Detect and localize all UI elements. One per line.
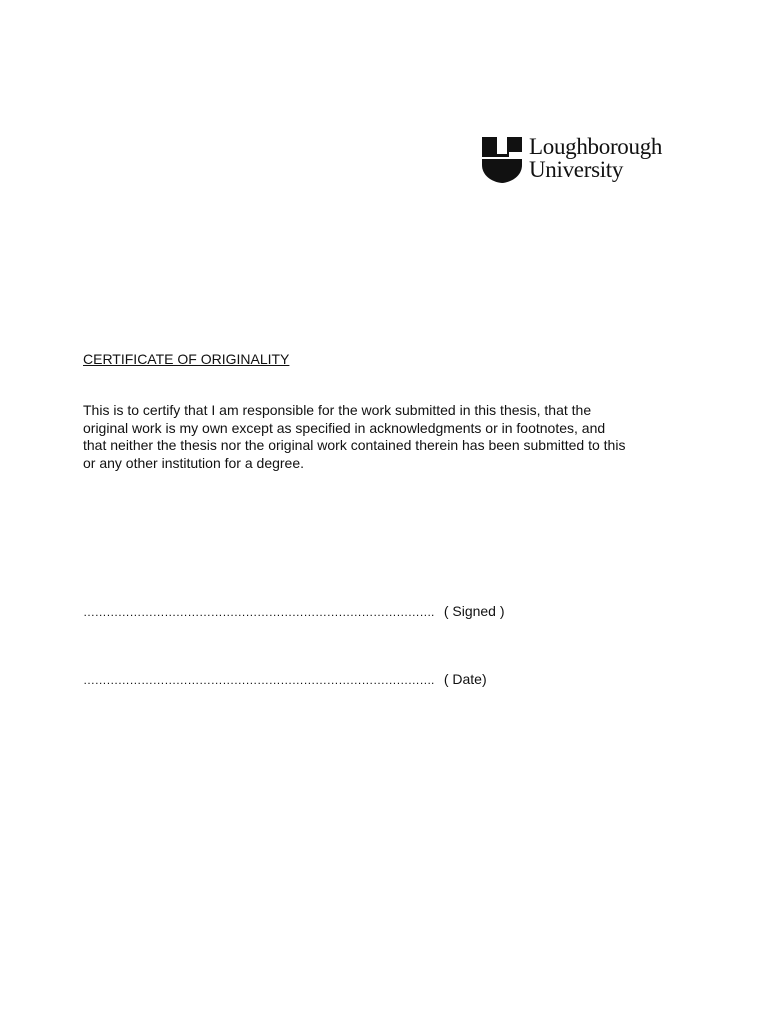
signature-dotted-line: ………………………………………………………………………………. — [83, 605, 434, 619]
loughborough-shield-icon — [482, 137, 522, 183]
certificate-body — [83, 402, 703, 472]
logo-wordmark — [529, 135, 662, 181]
signed-label: ( Signed ) — [443, 603, 505, 619]
certificate-body-line: that neither the thesis nor the original work contained therein has been submitted to this — [83, 437, 626, 453]
logo-wordmark-line1: Loughborough — [529, 134, 663, 159]
certificate-body-line: This is to certify that I am responsible for the work submitted in this thesis, that the — [83, 402, 592, 418]
date-label: ( Date) — [443, 671, 487, 687]
date-line — [83, 670, 487, 689]
signature-line — [83, 602, 505, 621]
logo-wordmark-line2: University — [529, 157, 624, 182]
certificate-body-line: or any other institution for a degree. — [83, 454, 305, 471]
university-logo — [482, 135, 692, 185]
certificate-title: CERTIFICATE OF ORIGINALITY — [83, 351, 290, 367]
date-dotted-line: ………………………………………………………………………………. — [83, 673, 434, 687]
certificate-body-line: original work is my own except as specified in acknowledgments or in footnotes, and — [83, 419, 606, 436]
